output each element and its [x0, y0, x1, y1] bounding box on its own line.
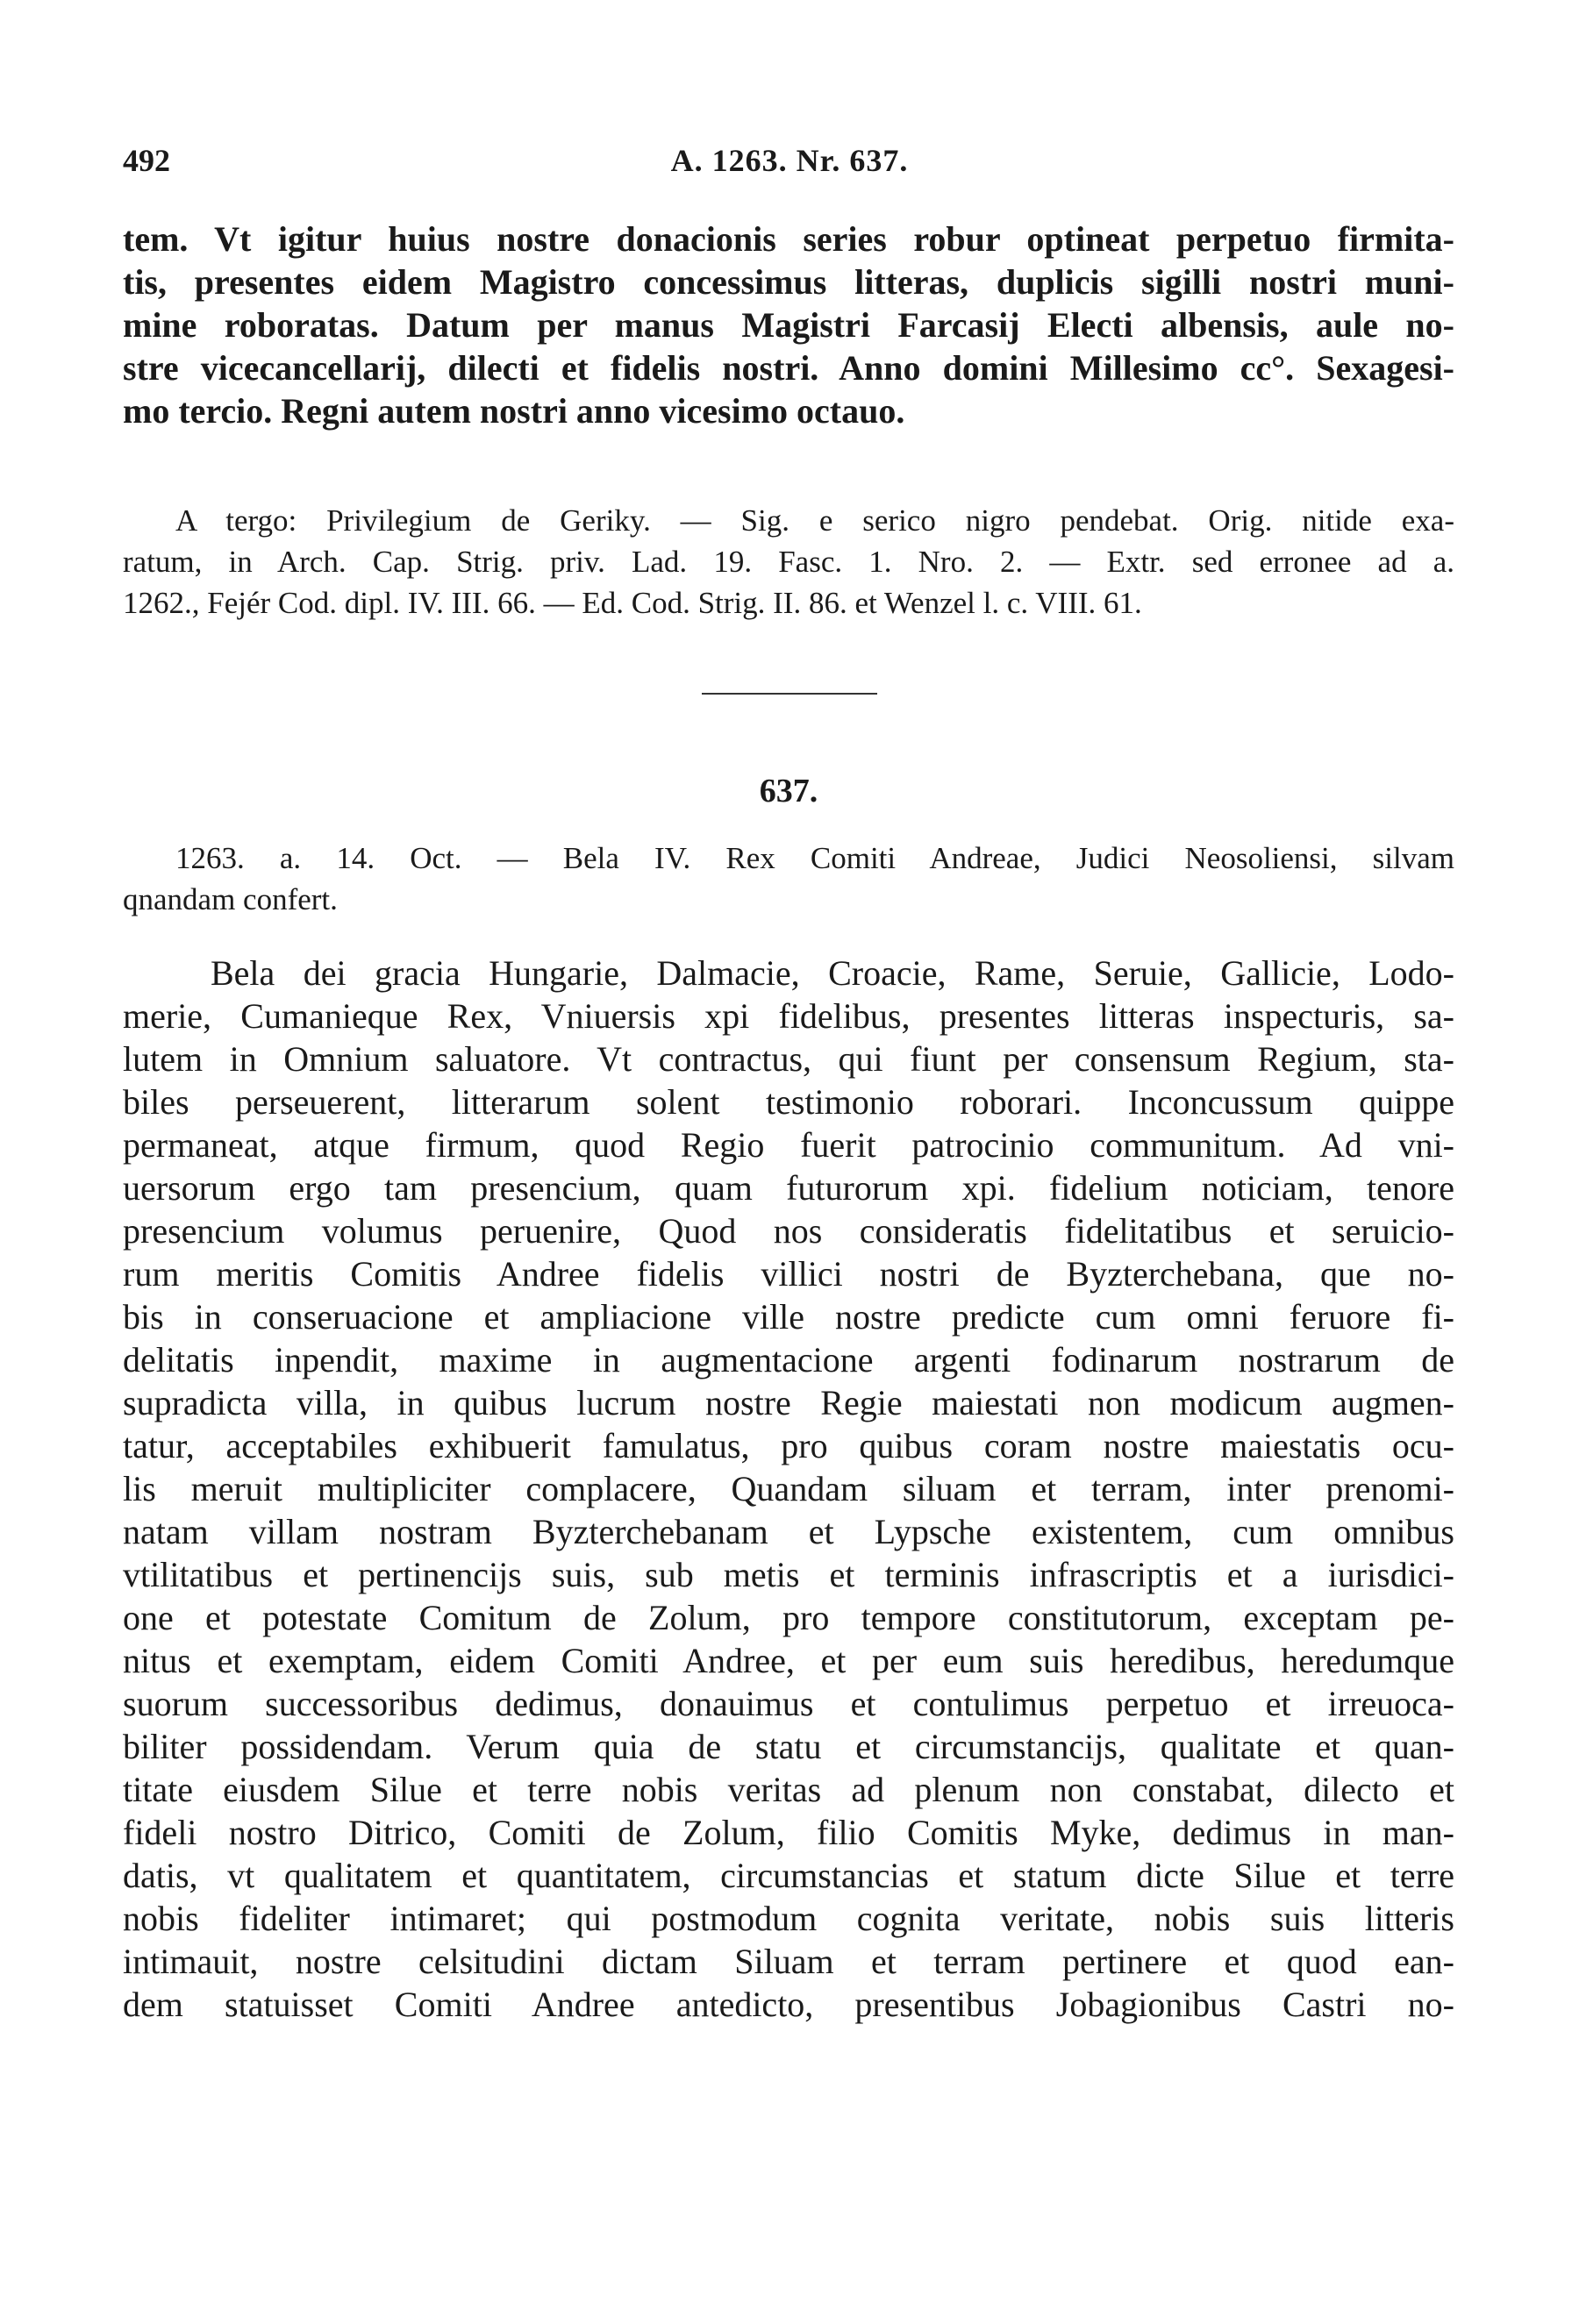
page-header — [123, 142, 1456, 186]
text-line: nobis fideliter intimaret; qui postmodum cognita veritate, nobis suis litteris — [123, 1899, 1454, 1938]
running-title: A. 1263. Nr. 637. — [670, 143, 909, 178]
section-divider — [702, 693, 877, 695]
page-number: 492 — [123, 143, 170, 178]
text-line: intimauit, nostre celsitudini dictam Siluam et terram pertinere et quod ean- — [123, 1942, 1454, 1981]
text-line: supradicta villa, in quibus lucrum nostre Regie maiestati non modicum augmen- — [123, 1383, 1454, 1422]
text-line: nitus et exemptam, eidem Comiti Andree, et per eum suis heredibus, heredumque — [123, 1641, 1454, 1680]
text-line: Bela dei gracia Hungarie, Dalmacie, Croacie, Rame, Seruie, Gallicie, Lodo- — [211, 953, 1454, 993]
text-line: delitatis inpendit, maxime in augmentacione argenti fodinarum nostrarum de — [123, 1340, 1454, 1379]
text-line: tatur, acceptabiles exhibuerit famulatus, pro quibus coram nostre maiestatis ocu- — [123, 1426, 1454, 1465]
text-line: mo tercio. Regni autem nostri anno vicesimo octauo. — [123, 391, 905, 431]
text-line: biliter possidendam. Verum quia de statu et circumstancijs, qualitate et quan- — [123, 1727, 1454, 1766]
previous-document-ending — [123, 217, 1454, 432]
text-line: lis meruit multipliciter complacere, Quandam siluam et terram, inter prenomi- — [123, 1469, 1454, 1508]
text-line: datis, vt qualitatem et quantitatem, circumstancias et statum dicte Silue et terre — [123, 1856, 1454, 1895]
text-line: tem. Vt igitur huius nostre donacionis series robur optineat perpetuo firmita- — [123, 219, 1454, 259]
text-line: rum meritis Comitis Andree fidelis villici nostri de Byzterchebana, que no- — [123, 1254, 1454, 1294]
text-line: lutem in Omnium saluatore. Vt contractus, qui fiunt per consensum Regium, sta- — [123, 1039, 1454, 1079]
text-line: biles perseuerent, litterarum solent testimonio roborari. Inconcussum quippe — [123, 1082, 1454, 1122]
regest-line: qnandam confert. — [123, 882, 338, 916]
text-line: permaneat, atque firmum, quod Regio fuerit patrocinio communitum. Ad vni- — [123, 1125, 1454, 1165]
text-line: fideli nostro Ditrico, Comiti de Zolum, filio Comitis Myke, dedimus in man- — [123, 1813, 1454, 1852]
text-line: vtilitatibus et pertinencijs suis, sub metis et terminis infrascriptis et a iurisdici- — [123, 1555, 1454, 1594]
text-line: bis in conseruacione et ampliacione ville nostre predicte cum omni feruore fi- — [123, 1297, 1454, 1337]
text-line: mine roboratas. Datum per manus Magistri Farcasij Electi albensis, aule no- — [123, 305, 1454, 345]
text-line: dem statuisset Comiti Andree antedicto, presentibus Jobagionibus Castri no- — [123, 1985, 1454, 2024]
archival-notes — [123, 500, 1454, 624]
document-number: 637. — [759, 773, 818, 809]
text-line: titate eiusdem Silue et terre nobis veritas ad plenum non constabat, dilecto et — [123, 1770, 1454, 1809]
text-line: merie, Cumanieque Rex, Vniuersis xpi fidelibus, presentes litteras inspecturis, sa- — [123, 996, 1454, 1036]
note-line: A tergo: Privilegium de Geriky. — Sig. e serico nigro pendebat. Orig. nitide exa- — [175, 503, 1454, 538]
charter-text — [123, 952, 1454, 2026]
text-line: one et potestate Comitum de Zolum, pro tempore constitutorum, exceptam pe- — [123, 1598, 1454, 1637]
text-line: uersorum ergo tam presencium, quam futurorum xpi. fidelium noticiam, tenore — [123, 1168, 1454, 1208]
text-line: tis, presentes eidem Magistro concessimus litteras, duplicis sigilli nostri muni- — [123, 262, 1454, 302]
note-line: 1262., Fejér Cod. dipl. IV. III. 66. — Ed. Cod. Strig. II. 86. et Wenzel l. c. VIII. 61. — [123, 586, 1142, 620]
note-line: ratum, in Arch. Cap. Strig. priv. Lad. 19. Fasc. 1. Nro. 2. — Extr. sed erronee ad a. — [123, 545, 1454, 579]
text-line: stre vicecancellarij, dilecti et fidelis nostri. Anno domini Millesimo cc°. Sexagesi- — [123, 348, 1454, 388]
text-line: presencium volumus peruenire, Quod nos consideratis fidelitatibus et seruicio- — [123, 1211, 1454, 1251]
document-regest — [123, 838, 1454, 920]
regest-line: 1263. a. 14. Oct. — Bela IV. Rex Comiti Andreae, Judici Neosoliensi, silvam — [175, 841, 1454, 875]
text-line: suorum successoribus dedimus, donauimus et contulimus perpetuo et irreuoca- — [123, 1684, 1454, 1723]
text-line: natam villam nostram Byzterchebanam et Lypsche existentem, cum omnibus — [123, 1512, 1454, 1551]
